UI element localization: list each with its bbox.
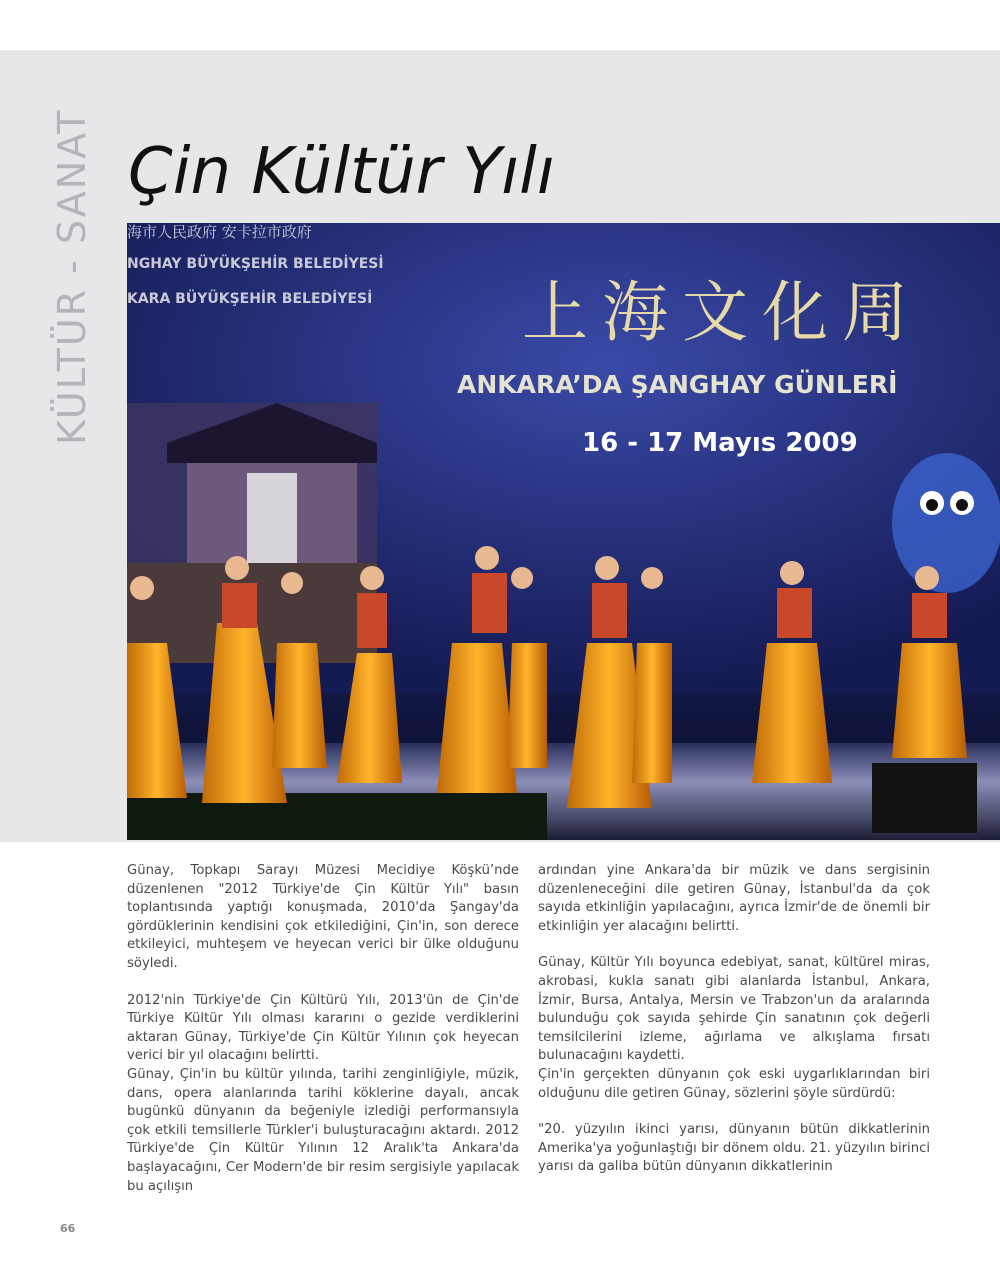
banner-title: ANKARA’DA ŞANGHAY GÜNLERİ — [457, 370, 898, 399]
paragraph: Günay, Kültür Yılı boyunca edebiyat, sanat, kültürel miras, akrobasi, kukla sanatı gibi alanlarda İstanbul, Ankara, İzmir, Bursa, Antalya, Mersin ve Trabzon'un da aralarında bulunduğu çok sayıda şehirde Çin sanatının çok değerli temsilcilerini izleme, ağırlama ve alkışlama fırsatı bulunacağını kaydetti. — [538, 955, 930, 1064]
paragraph: Günay, Çin'in bu kültür yılında, tarihi zenginliğiyle, müzik, dans, opera alanlarında tarihi köklerine dayalı, ancak bugünkü dünyanın da beğeniyle izlediği performansıyla çok etkili temsillerle Türkler'i buluşturacağını aktardı. 2012 Türkiye'de Çin Kültür Yılının 12 Aralık'ta Ankara'da başlayacağını, Cer Modern'de bir resim sergisiyle yapılacak bu açılışın — [127, 1066, 519, 1194]
paragraph: Günay, Topkapı Sarayı Müzesi Mecidiye Köşkü’nde düzenlenen "2012 Türkiye'de Çin Kültür Yılı" basın toplantısında yaptığı konuşmada, 2010'da Şangay'da gördüklerinin kendisini çok etkilediğini, Çin'in, son derece etkileyici, muhteşem ve heyecan verici bir ülke olduğunu söyledi. — [127, 863, 519, 971]
top-margin — [0, 0, 1000, 50]
article-column-right — [538, 862, 930, 1177]
paragraph: "20. yüzyılın ikinci yarısı, dünyanın bütün dikkatlerinin Amerika'ya yoğunlaştığı bir dönem oldu. 21. yüzyılın birinci yarısı da galiba bütün dünyanın dikkatlerinin — [538, 1122, 930, 1175]
page-title: Çin Kültür Yılı — [128, 135, 555, 209]
paragraph: ardından yine Ankara'da bir müzik ve dans sergisinin düzenleneceğini dile getiren Günay, İstanbul'da da çok sayıda etkinliğin yapılacağını, ayrıca İzmir'de de önemli bir etkinliğin yer alacağını belirtti. — [538, 863, 930, 934]
paragraph: Çin'in gerçekten dünyanın çok eski uygarlıklarından biri olduğunu dile getiren Günay, sözlerini şöyle sürdürdü: — [538, 1066, 930, 1101]
paragraph: 2012'nin Türkiye'de Çin Kültürü Yılı, 2013'ün de Çin'de Türkiye Kültür Yılı olması kararını o gezide verdiklerini aktaran Günay, Türkiye'de Çin Kültür Yılının çok heyecan verici bir yıl olacağını belirtti. — [127, 992, 519, 1064]
banner-date: 16 - 17 Mayıs 2009 — [582, 428, 858, 458]
article-column-left — [127, 862, 519, 1196]
article-photo — [127, 223, 1000, 840]
sponsor-line-2: KARA BÜYÜKŞEHİR BELEDİYESİ — [127, 291, 373, 307]
section-label: KÜLTÜR - SANAT — [50, 108, 94, 445]
sponsor-chinese-text: 海市人民政府 安卡拉市政府 — [127, 223, 312, 241]
sponsor-line-1: NGHAY BÜYÜKŞEHİR BELEDİYESİ — [127, 256, 384, 272]
page-number: 66 — [60, 1222, 76, 1235]
banner-chinese-text: 上海文化周 — [522, 274, 922, 351]
